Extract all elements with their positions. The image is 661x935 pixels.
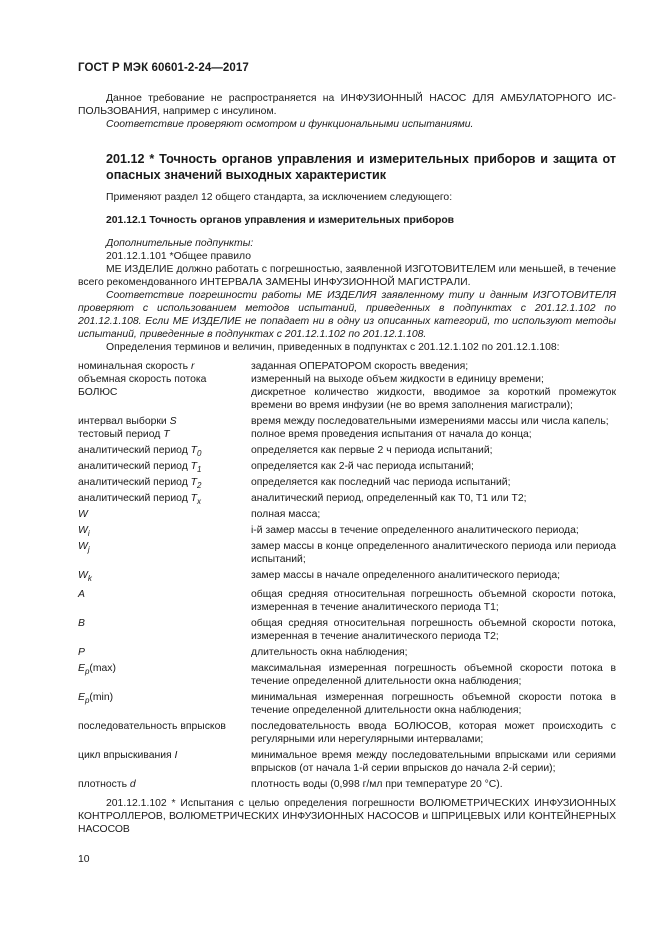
definition-description: максимальная измеренная погрешность объемной скорости потока в течение определенной длительности окна наблюдения;	[251, 663, 616, 688]
definition-row	[78, 588, 616, 614]
definition-term	[78, 444, 251, 460]
term-text: номинальная скорость	[78, 361, 191, 372]
definitions-list	[78, 360, 616, 791]
term-symbol: T	[190, 461, 198, 473]
term-subscript: k	[87, 574, 92, 584]
definition-description: минимальная измеренная погрешность объемной скорости потока в течение определенной длительности окна наблюдения;	[251, 692, 616, 717]
term-text: аналитический период	[78, 477, 191, 489]
term-text: аналитический период	[78, 493, 191, 505]
term-symbol: E	[78, 692, 85, 704]
term-symbol: T	[190, 493, 198, 505]
general-rule: МЕ ИЗДЕЛИЕ должно работать с погрешностью, заявленной ИЗГОТОВИТЕЛЕМ или меньшей, в течение всего рекомендованного ИНТЕРВАЛА ЗАМЕНЫ ИНФУЗИОННОЙ МАГИСТРАЛИ.	[78, 264, 616, 288]
definition-term	[78, 588, 251, 614]
term-text: БОЛЮС	[78, 387, 118, 398]
definition-row	[78, 428, 616, 441]
definition-row	[78, 720, 616, 746]
term-subscript: p	[84, 667, 90, 677]
term-subscript: i	[87, 529, 90, 539]
definition-description: длительность окна наблюдения;	[251, 647, 408, 659]
definition-term	[78, 720, 251, 746]
term-text: аналитический период	[78, 445, 191, 456]
definition-description: время между последовательными измерениями массы или числа капель;	[251, 416, 609, 427]
term-text: объемная скорость потока	[78, 374, 207, 385]
definition-term	[78, 476, 251, 492]
term-symbol: P	[78, 647, 85, 659]
definition-term	[78, 617, 251, 643]
definition-description: плотность воды (0,998 г/мл при температуре 20 °С).	[251, 779, 503, 791]
definition-description: i-й замер массы в течение определенного аналитического периода;	[251, 525, 579, 537]
definition-term	[78, 569, 251, 585]
term-symbol: I	[174, 750, 178, 762]
definition-term	[78, 524, 251, 540]
section-applies: Применяют раздел 12 общего стандарта, за исключением следующего:	[106, 192, 453, 203]
definition-description: замер массы в начале определенного аналитического периода;	[251, 570, 561, 582]
term-symbol: W	[78, 509, 88, 521]
definition-term	[78, 662, 251, 688]
definition-description: полная масса;	[251, 509, 321, 521]
term-symbol: E	[78, 663, 85, 675]
definition-row	[78, 540, 616, 566]
term-text: плотность	[78, 779, 130, 791]
definition-term	[78, 691, 251, 717]
definition-term	[78, 540, 251, 566]
term-text: аналитический период	[78, 461, 191, 473]
term-symbol: T	[190, 477, 198, 489]
definition-description: последовательность ввода БОЛЮСОВ, которая может происходить с регулярными или нерегулярными интервалами;	[251, 721, 616, 746]
definition-row	[78, 617, 616, 643]
term-suffix: (max)	[89, 663, 116, 675]
definition-row	[78, 524, 616, 540]
definition-description: минимальное время между последовательными впрысками или сериями впрысков (от начала 1-й серии впрысков до начала 2-й серии);	[251, 750, 616, 775]
definition-row	[78, 662, 616, 688]
page-content	[78, 92, 616, 836]
term-symbol: d	[129, 779, 136, 791]
definition-row	[78, 373, 616, 386]
definition-description: измеренный на выходе объем жидкости в единицу времени;	[251, 374, 544, 385]
definition-description: определяется как последний час периода испытаний;	[251, 477, 511, 489]
term-symbol: T	[163, 429, 170, 440]
definition-term	[78, 386, 251, 412]
term-symbol: W	[78, 541, 88, 553]
term-symbol: A	[78, 589, 85, 601]
term-symbol: T	[190, 445, 198, 456]
term-subscript: 2	[197, 481, 202, 491]
intro-paragraph: Данное требование не распространяется на ИНФУЗИОННЫЙ НАСОС ДЛЯ АМБУЛАТОРНОГО ИСПОЛЬЗОВАНИЯ, например с инсулином.	[78, 93, 616, 117]
term-subscript: 1	[197, 465, 202, 475]
definition-term	[78, 373, 251, 386]
definition-term	[78, 492, 251, 508]
definition-row	[78, 508, 616, 521]
additional-clauses-label: Дополнительные подпункты:	[106, 238, 254, 249]
definition-description: определяется как первые 2 ч периода испытаний;	[251, 445, 493, 456]
definition-description: замер массы в конце определенного аналитического периода или периода испытаний;	[251, 541, 616, 566]
definition-term	[78, 460, 251, 476]
definition-row	[78, 569, 616, 585]
next-clause: 201.12.1.102 * Испытания с целью определения погрешности ВОЛЮМЕТРИЧЕСКИХ ИНФУЗИОННЫХ КОНТРОЛЛЕРОВ, ВОЛЮМЕТРИЧЕСКИХ ИНФУЗИОННЫХ НАСОСОВ и ШПРИЦЕВЫХ ИЛИ КОНТЕЙНЕРНЫХ НАСОСОВ	[78, 798, 616, 836]
definition-row	[78, 749, 616, 775]
definition-term	[78, 360, 251, 373]
term-text: тестовый период	[78, 429, 164, 440]
term-text: цикл впрыскивания	[78, 750, 175, 762]
definition-description: общая средняя относительная погрешность объемной скорости потока, измеренная в течение аналитического периода T1;	[251, 589, 616, 614]
definition-row	[78, 476, 616, 492]
term-subscript: p	[84, 696, 90, 706]
definitions-intro: Определения терминов и величин, приведенных в подпунктах с 201.12.1.102 по 201.12.1.108:	[106, 342, 560, 353]
definition-description: полное время проведения испытания от начала до конца;	[251, 429, 532, 440]
definition-description: общая средняя относительная погрешность объемной скорости потока, измеренная в течение аналитического периода T2;	[251, 618, 616, 643]
term-text: интервал выборки	[78, 416, 170, 427]
definition-term	[78, 415, 251, 428]
term-subscript: 0	[197, 449, 202, 459]
definition-row	[78, 444, 616, 460]
term-symbol: W	[78, 570, 88, 582]
definition-term	[78, 749, 251, 775]
term-suffix: (min)	[89, 692, 114, 704]
definition-row	[78, 492, 616, 508]
definition-term	[78, 508, 251, 521]
clause-title: 201.12.1.101 *Общее правило	[106, 251, 251, 262]
definition-description: определяется как 2-й час периода испытаний;	[251, 461, 474, 473]
term-symbol: W	[78, 525, 88, 537]
term-text: последовательность впрысков	[78, 721, 226, 733]
definition-row	[78, 360, 616, 373]
definition-row	[78, 778, 616, 791]
definition-row	[78, 386, 616, 412]
definition-description: дискретное количество жидкости, вводимое за короткий промежуток времени во время инфузии (не во время заполнения магистрали);	[251, 387, 616, 411]
term-symbol: r	[190, 361, 195, 372]
intro-compliance: Соответствие проверяют осмотром и функциональными испытаниями.	[106, 119, 474, 130]
term-subscript: j	[87, 545, 90, 555]
term-subscript: x	[197, 497, 202, 507]
definition-description: аналитический период, определенный как T0, T1 или T2;	[251, 493, 527, 505]
definition-term	[78, 646, 251, 659]
definition-term	[78, 778, 251, 791]
definition-description: заданная ОПЕРАТОРОМ скорость введения;	[251, 361, 469, 372]
rule-compliance: Соответствие погрешности работы МЕ ИЗДЕЛИЯ заявленному типу и данным ИЗГОТОВИТЕЛЯ проверяют с использованием методов испытаний, приведенных в подпунктах с 201.12.1.102 по 201.12.1.108. Если МЕ ИЗДЕЛИЕ не попадает ни в одну из описанных категорий, то используют методы испытаний, приведенные в подпунктах с 201.12.1.102 по 201.12.1.108.	[78, 290, 616, 340]
definition-row	[78, 646, 616, 659]
term-symbol: B	[78, 618, 85, 630]
subsection-heading: 201.12.1 Точность органов управления и измерительных приборов	[106, 215, 455, 226]
section-heading: 201.12 * Точность органов управления и измерительных приборов и защита от опасных значений выходных характеристик	[106, 152, 616, 182]
page-number: 10	[78, 854, 90, 865]
definition-row	[78, 460, 616, 476]
term-symbol: S	[169, 416, 177, 427]
definition-term	[78, 428, 251, 441]
standard-header: ГОСТ Р МЭК 60601-2-24—2017	[78, 62, 249, 74]
definition-row	[78, 691, 616, 717]
definition-row	[78, 415, 616, 428]
